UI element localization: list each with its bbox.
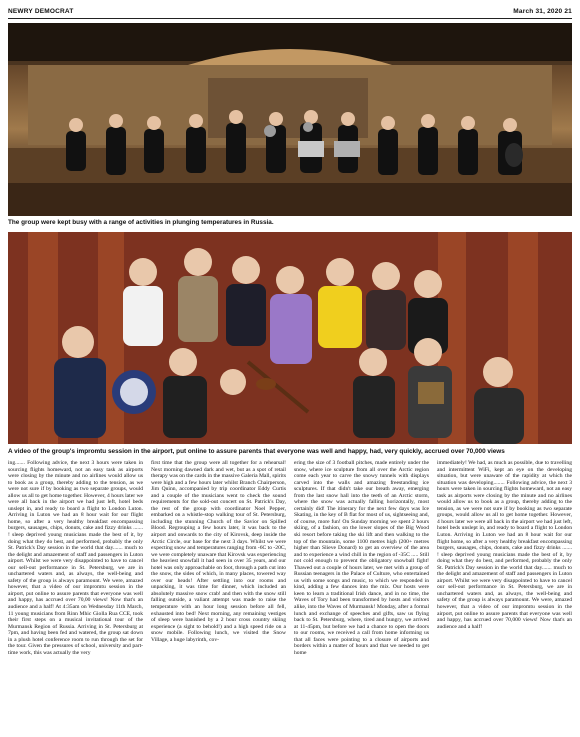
column-2-text: first time that the group were all together for a rehearsal! Next morning dawned dark and wet, but as a spot of retail therapy was on the cards in the massive Galeria Mall, spirits were high and a few hours later whilst Branch Chairperson, Jim Quinn, accompanied by trip coordinator Eddy Curtis and a couple of the musicians went to check the sound requirements for the sold-out concert on St. Patrick's Day, the rest of the group with coordinator Noel Pepper, embarked on a whistle-stop walking tour of St. Petersburg, including the stunning Church of the Savior on Spilled Blood. Regrouping a few hours later, it was back to the airport and onwards to the city of Kirovsk, deep inside the Arctic Circle, our base for the next 3 days. Whilst we were expecting snow and temperatures ranging from -6C to -20C, we were completely unaware that Kirovsk was experiencing the heaviest snowfall it had seen in over 35 years, and our hotel was only approachable on foot, through a path cut into the snow, the sides of which, in many places, towered way over our heads! After settling into our rooms and unpacking, it was time for dinner, which included an absolutely massive snow crab! and then with the snow still falling outside, a valiant attempt was made to raise the temperature with an hour long session before all fell, exhausted into bed! Next morning, any remaining vestiges of sleep were banished by a 2 hour cross country skiing experience (a sight to behold!) and a high speed ride on a snow mobile. Following lunch, we visited the Snow Village, a huge labyrinth, cov- (151, 460, 286, 643)
photo-caption-stage: The group were kept busy with a range of activities in plunging temperatures in Russia. (8, 219, 274, 226)
article-column-1 (8, 460, 143, 732)
group-stage-photo (8, 23, 572, 216)
article-column-4 (437, 460, 572, 732)
page-header (8, 4, 572, 18)
issue-date-page: March 31, 2020 21 (513, 7, 572, 15)
airport-session-photo (8, 232, 572, 444)
column-4-text: immediately! We had, as much as possible, due to travelling and intermittent WiFi, kept an eye on the developing situation, but were unaware of the rapidity at which the situation was developing........ Following advice, the next 3 hours were taken in sourcing flights homeward, not an easy task as airports were closing by the minute and no airlines would allow us to book as a group, thereby adding to the tension, as we were not sure if by booking as two separate groups, would allow us all to get home together. However, 4 hours later we were all back in the airport we had just left, hotel beds unslept in, and ready to board a flight to London Luton. Arriving in Luton we had an 8 hour wait for our flight home, so after a very healthy breakfast encompassing burgers, sausages, chips, donuts, cake and fizzy drinks ....... ! sleep deprived young musicians made the best of it, by doing what they do best, and performed, probably the only St. Patrick's Day session in the world that day....... much to the delight and amazement of staff and passengers in Luton airport. Whilst we were very disappointed to have to cancel our sell-out performance in St. Petersburg, we are in unchartered waters and, as always, the well-being and safety of the group is always paramount. We were, amazed however, that a video of our impromtu session in the airport, put online to assure parents that everyone was well and happy, has accrued over 70,000 views! Now that's an audience and a half! (437, 460, 572, 630)
article-column-3 (294, 460, 429, 732)
header-rule (8, 18, 572, 19)
column-3-text: ering the size of 3 football pitches, made entirely under the snow, where ice sculpture from all over the Arctic region come each year to carve the snowy tunnels with displays carved into the walls and amazing freestanding ice sculptures. If that didn't take our breath away, emerging from the last snow hall into the teeth of an Arctic storm, where the snow was actually falling horizontally, most certainly did! The itinerary for the next few days was Ice Skating, in the key of B flat for most of us, sightseeing and, of course, more fun! On Sunday morning we spent 2 hours skiing, of a fashion, on the lower slopes of the Big Wood ski resort before taking the ski lift and then walking to the top of the mountain, some 1100 metres high (200+ metres higher than Slieve Donard) to get an overview of the area and to experience a wind chill in the region of -35C ..... Still not cold enough to prevent the obligatory snowball fight! Thawed out a couple of hours later, we met with a group of Russian teenagers in the Palace of Culture, who entertained us with some songs and music, to which we responded in kind, adding a few dances into the mix. Our hosts were keen to learn a traditional Irish dance, and in no time, the Waves of Tory had been transformed by hosts and visitors alike, into the Waves of Murmansk! Monday, after a formal lunch and exchange of speeches and gifts, saw us flying back to St. Petersburg, where, tired and hungry, we arrived at 11-45pm, but before we had a chance to open the doors to our rooms, we received a call from home informing us that all faces were pointing to a closure of airports and borders within a matter of hours and that we needed to get home (294, 460, 429, 656)
column-1-text: ing....... Following advice, the next 3 hours were taken in sourcing flights homeward, not an easy task as airports were closing by the minute and no airlines would allow us to book as a group, thereby adding to the tension, as we were not sure if by booking as two separate groups, would allow us all to get home together. However, 4 hours later we were all back in the airport we had just left, hotel beds unslept in, and ready to board a flight to London Luton. Arriving in Luton we had an 8 hour wait for our flight home, so after a very healthy breakfast encompassing burgers, sausages, chips, donuts, cake and fizzy drinks ....... ! sleep deprived young musicians made the best of it, by doing what they do best, and performed, probably the only St. Patrick's Day session in the world that day....... much to the delight and amazement of staff and passengers in Luton airport. Whilst we were very disappointed to have to cancel our sell-out performance in St. Petersburg, we are in unchartered waters and, as always, the well-being and safety of the group is always paramount. We were, amazed however, that a video of our impromtu session in the airport, put online to assure parents that everyone was well and happy, has accrued over 70,00 views! Now that's an audience and a half! At 4:35am on Wednesday 11th March, 11 young musicians from Rinn Mhic Giolla Rua CCE, took their first steps on a musical invitational tour of the Murmansk Region of Russia. Arriving in St. Petersburg at 7pm, and having been fed and watered, the group sat down in a plush hotel conference room to run through the set for the tour. Given the pressures of school, university and part-time work, this was actually the very (8, 460, 143, 656)
article-body (8, 460, 572, 732)
article-column-2 (151, 460, 286, 732)
newspaper-name: NEWRY DEMOCRAT (8, 7, 74, 15)
photo-caption-airport: A video of the group's impromtu session in the airport, put online to assure parents that everyone was well and happy, had, very quickly, accrued over 70,000 views (8, 448, 505, 455)
